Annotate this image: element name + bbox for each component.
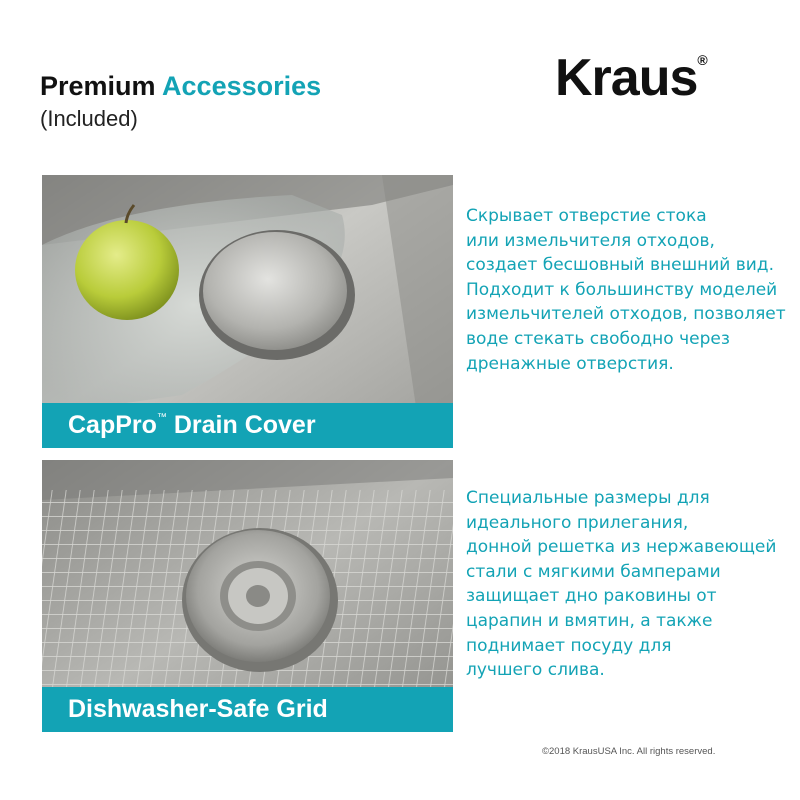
description-line: или измельчителя отходов, <box>466 230 715 251</box>
drain-cover-panel <box>42 175 453 448</box>
grid-caption: Dishwasher-Safe Grid <box>68 695 328 723</box>
drain-cover-caption: CapPro™ Drain Cover <box>68 411 316 439</box>
description-line: донной решетка из нержавеющей <box>466 537 777 558</box>
description-line: измельчителей отходов, позволяет <box>466 304 786 325</box>
description-line: лучшего слива. <box>466 660 605 681</box>
description-line: дренажные отверстия. <box>466 353 674 374</box>
description-line: создает бесшовный внешний вид. <box>466 255 774 276</box>
description-line: идеального прилегания, <box>466 512 689 533</box>
title-word-accessories: Accessories <box>162 71 322 101</box>
drain-cover-description <box>466 204 796 376</box>
kraus-logo: Kraus® <box>555 49 707 107</box>
copyright-text: ©2018 KrausUSA Inc. All rights reserved. <box>542 746 716 757</box>
grid-caption-bar <box>42 687 453 732</box>
kraus-logo-text: Kraus <box>555 49 698 107</box>
description-line: Скрывает отверстие стока <box>466 206 707 226</box>
drain-cover-caption-bar <box>42 403 453 448</box>
page-subtitle: (Included) <box>40 106 138 131</box>
description-line: поднимает посуду для <box>466 635 672 656</box>
description-line: царапин и вмятин, а также <box>466 610 713 631</box>
description-line: защищает дно раковины от <box>466 586 717 607</box>
description-line: воде стекать свободно через <box>466 328 730 349</box>
description-line: Подходит к большинству моделей <box>466 279 778 300</box>
page-title <box>40 70 321 102</box>
grid-panel <box>42 460 453 732</box>
description-line: стали с мягкими бамперами <box>466 561 721 582</box>
title-word-premium: Premium <box>40 71 156 101</box>
grid-description <box>466 486 796 683</box>
description-line: Специальные размеры для <box>466 488 710 508</box>
